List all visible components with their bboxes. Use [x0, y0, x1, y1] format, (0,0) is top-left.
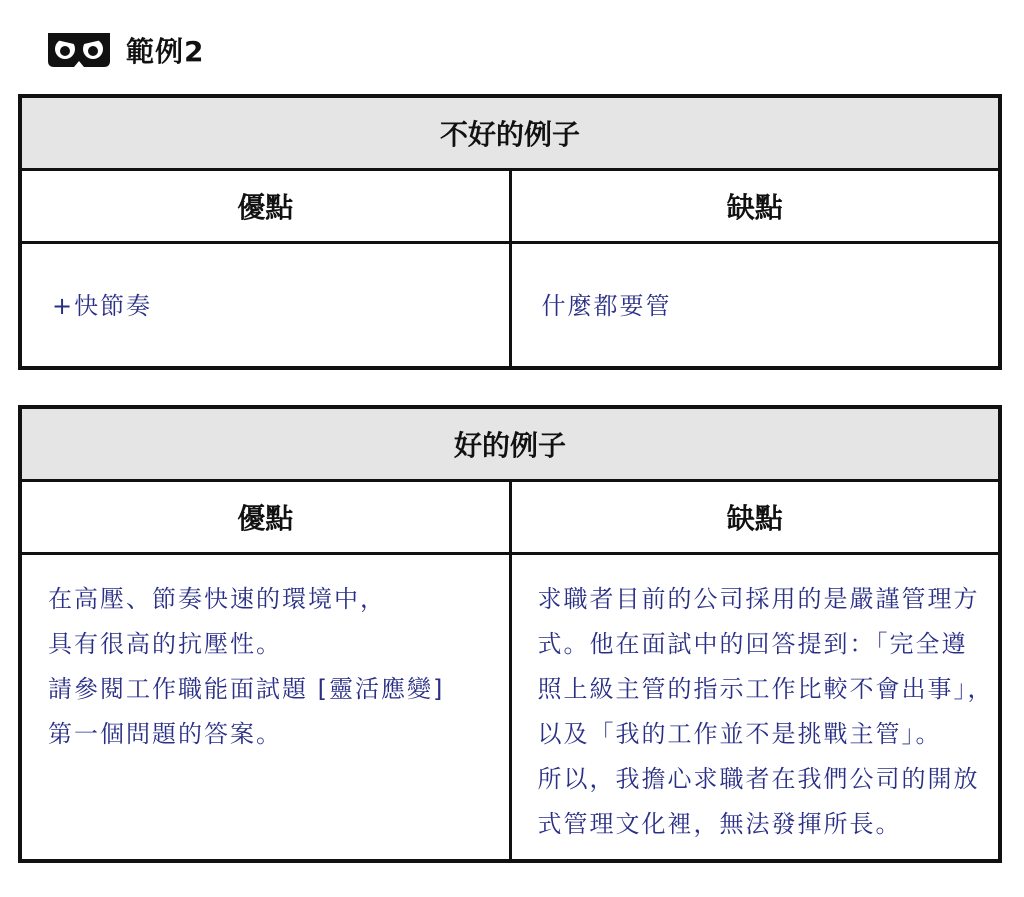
good-cons-line: 求職者目前的公司採用的是嚴謹管理方	[537, 585, 980, 613]
bad-pros-header: 優點	[22, 171, 512, 244]
bad-example-table	[18, 94, 1002, 370]
bad-example-title: 不好的例子	[22, 98, 998, 171]
bad-cons-line: 什麼都要管	[541, 292, 672, 320]
owl-eyes-icon	[46, 31, 112, 69]
good-example-table	[18, 405, 1002, 863]
good-cons-header: 缺點	[512, 482, 999, 555]
page-header	[46, 30, 204, 70]
good-pros-line: 在高壓、節奏快速的環境中，	[48, 585, 386, 613]
good-example-title: 好的例子	[22, 409, 998, 482]
good-cons-line: 式。他在面試中的回答提到：「完全遵	[537, 630, 968, 658]
good-cons-line: 所以，我擔心求職者在我們公司的開放	[537, 765, 980, 793]
good-pros-cell	[22, 555, 512, 860]
good-pros-line: 第一個問題的答案。	[48, 720, 282, 748]
good-pros-line: 請參閱工作職能面試題 [靈活應變]	[48, 675, 445, 703]
good-pros-header: 優點	[22, 482, 512, 555]
good-cons-cell	[512, 555, 999, 860]
bad-pros-cell	[22, 244, 512, 369]
good-cons-line: 照上級主管的指示工作比較不會出事」，	[537, 675, 994, 703]
bad-pros-line: +快節奏	[52, 292, 153, 320]
bad-cons-cell	[512, 244, 999, 369]
page-title: 範例2	[126, 35, 205, 68]
good-pros-line: 具有很高的抗壓性。	[48, 630, 282, 658]
good-cons-line: 式管理文化裡，無法發揮所長。	[537, 810, 902, 838]
good-cons-line: 以及「我的工作並不是挑戰主管」。	[537, 720, 942, 748]
bad-cons-header: 缺點	[512, 171, 999, 244]
